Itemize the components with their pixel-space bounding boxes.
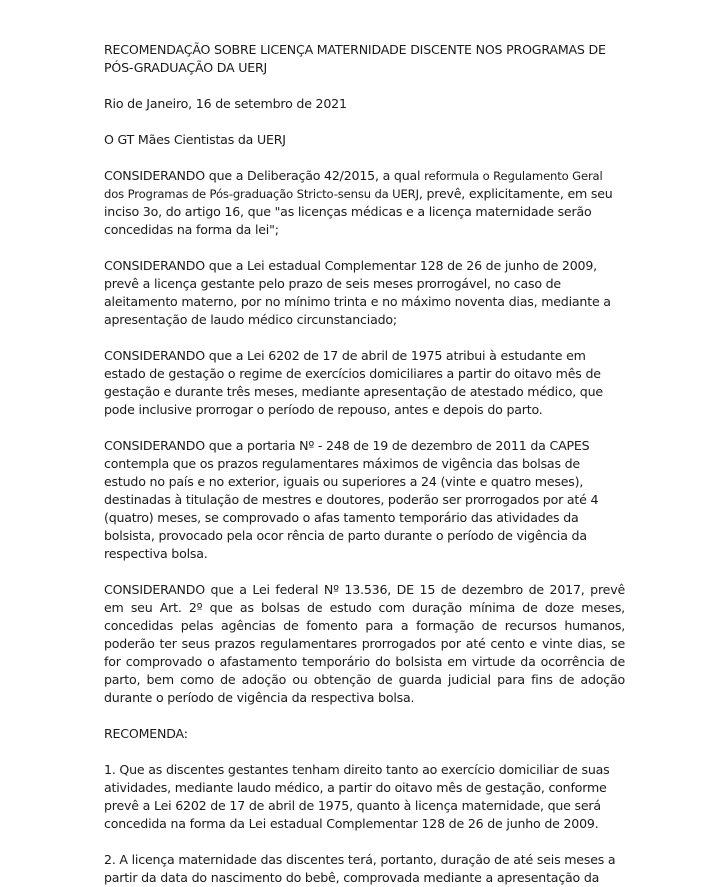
document-body: [104, 41, 625, 887]
paragraph-considerando-2: CONSIDERANDO que a Lei estadual Complementar 128 de 26 de junho de 2009, prevê a licença gestante pelo prazo de seis meses prorrogável, no caso de aleitamento materno, por no mínimo trinta e no máximo noventa dias, mediante a apresentação de laudo médico circunstanciado;: [104, 258, 611, 327]
p1-small-text: reformula o Regulamento Geral dos Programas de Pós-graduação Stricto-sensu da UERJ: [104, 169, 603, 201]
paragraph-considerando-3: CONSIDERANDO que a Lei 6202 de 17 de abril de 1975 atribui à estudante em estado de gestação o regime de exercícios domiciliares a partir do oitavo mês de gestação e durante três meses, mediante apresentação de atestado médico, que pode inclusive prorrogar o período de repouso, antes e depois do parto.: [104, 348, 603, 417]
document-title: RECOMENDAÇÃO SOBRE LICENÇA MATERNIDADE DISCENTE NOS PROGRAMAS DE PÓS-GRADUAÇÃO DA UERJ: [104, 42, 606, 75]
p1-start: CONSIDERANDO que a Deliberação 42/2015, a qual: [104, 168, 425, 183]
recommendation-2: 2. A licença maternidade das discentes terá, portanto, duração de até seis meses a partir da data do nascimento do bebê, comprovada mediante a apresentação da: [104, 852, 616, 885]
author-line: O GT Mães Cientistas da UERJ: [104, 132, 286, 147]
place-date: Rio de Janeiro, 16 de setembro de 2021: [104, 96, 347, 111]
recommendation-1: 1. Que as discentes gestantes tenham direito tanto ao exercício domiciliar de suas atividades, mediante laudo médico, a partir do oitavo mês de gestação, conforme prevê a Lei 6202 de 17 de abril de 1975, quanto à licença maternidade, que será concedida na forma da Lei estadual Complementar 128 de 26 de junho de 2009.: [104, 762, 610, 831]
recomenda-heading: RECOMENDA:: [104, 726, 188, 741]
paragraph-considerando-5: CONSIDERANDO que a Lei federal Nº 13.536, DE 15 de dezembro de 2017, prevê em seu Art. 2º que as bolsas de estudo com duração mínima de doze meses, concedidas pelas agências de fomento para a formação de recursos humanos, poderão ter seus prazos regulamentares prorrogados por até cento e vinte dias, se for comprovado o afastamento temporário do bolsista em virtude da ocorrência de parto, bem como de adoção ou obtenção de guarda judicial para fins de adoção durante o período de vigência da respectiva bolsa.: [104, 582, 625, 705]
paragraph-considerando-4: CONSIDERANDO que a portaria Nº - 248 de 19 de dezembro de 2011 da CAPES contempla que os prazos regulamentares máximos de vigência das bolsas de estudo no país e no exterior, iguais ou superiores a 24 (vinte e quatro meses), destinadas à titulação de mestres e doutores, poderão ser prorrogados por até 4 (quatro) meses, se comprovado o afas tamento temporário das atividades da bolsista, provocado pela ocor rência de parto durante o período de vigência da respectiva bolsa.: [104, 438, 599, 561]
paragraph-considerando-1: [104, 167, 625, 239]
p1-end: , prevê, explicitamente, em seu inciso 3o, do artigo 16, que "as licenças médicas e a licença maternidade serão concedidas na forma da lei";: [104, 186, 613, 237]
